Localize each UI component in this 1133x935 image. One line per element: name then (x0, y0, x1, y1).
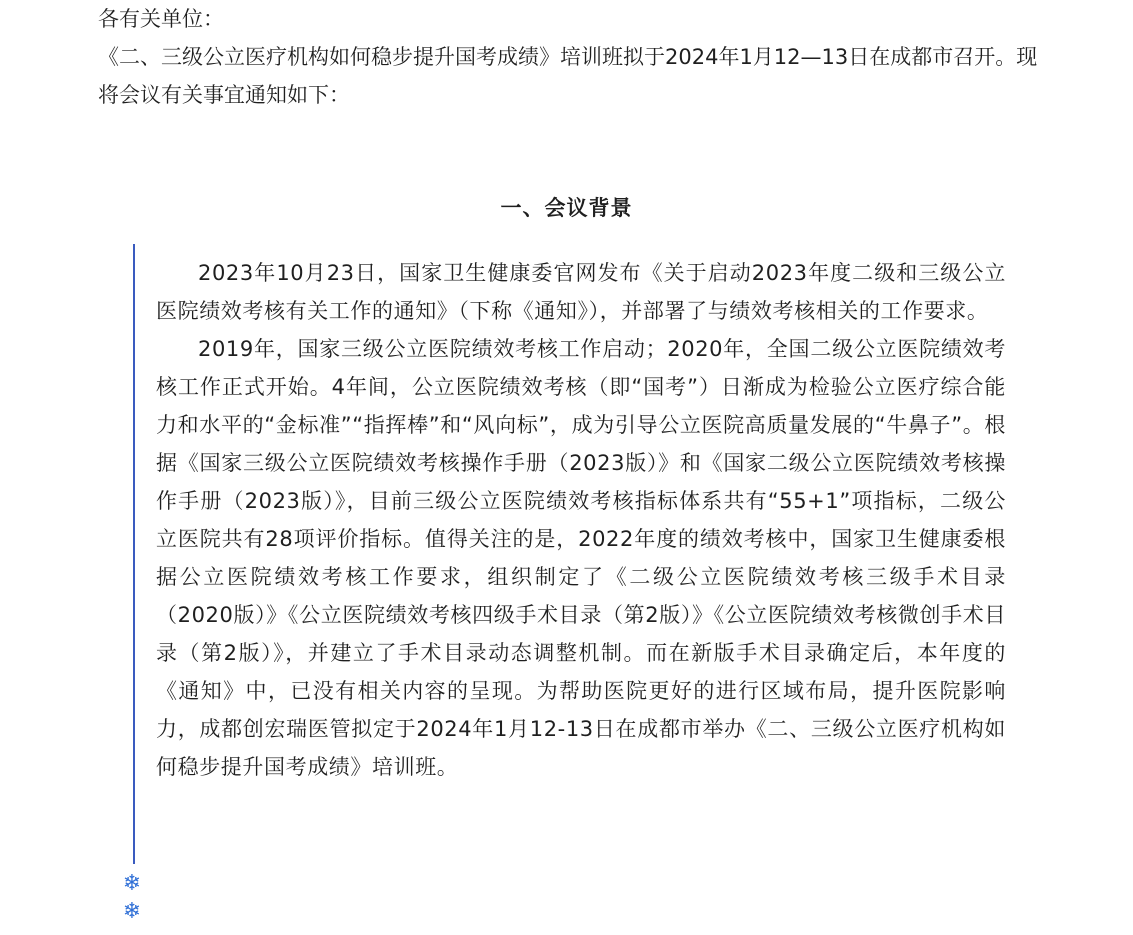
salutation: 各有关单位： (98, 7, 224, 31)
notice-intro (98, 0, 1048, 114)
snowflake-decoration (119, 870, 145, 926)
snowflake-icon: ❄ (122, 871, 142, 896)
paragraph-notice-release: 2023年10月23日，国家卫生健康委官网发布《关于启动2023年度二级和三级公立医院绩效考核有关工作的通知》（下称《通知》），并部署了与绩效考核相关的工作要求。 (156, 261, 1006, 323)
snowflake-icon: ❄ (122, 899, 142, 924)
announcement-text: 《二、三级公立医疗机构如何稳步提升国考成绩》培训班拟于2024年1月12—13日在成都市召开。现将会议有关事宜通知如下： (98, 45, 1038, 107)
quote-bar (133, 244, 135, 864)
section-body (156, 254, 1006, 786)
paragraph-background: 2019年，国家三级公立医院绩效考核工作启动；2020年，全国二级公立医院绩效考核工作正式开始。4年间，公立医院绩效考核（即“国考”）日渐成为检验公立医疗综合能力和水平的“金标准”“指挥棒”和“风向标”，成为引导公立医院高质量发展的“牛鼻子”。根据《国家三级公立医院绩效考核操作手册（2023版）》和《国家二级公立医院绩效考核操作手册（2023版）》，目前三级公立医院绩效考核指标体系共有“55+1”项指标，二级公立医院共有28项评价指标。值得关注的是，2022年度的绩效考核中，国家卫生健康委根据公立医院绩效考核工作要求，组织制定了《二级公立医院绩效考核三级手术目录（2020版）》《公立医院绩效考核四级手术目录（第2版）》《公立医院绩效考核微创手术目录（第2版）》，并建立了手术目录动态调整机制。而在新版手术目录确定后，本年度的《通知》中，已没有相关内容的呈现。为帮助医院更好的进行区域布局，提升医院影响力，成都创宏瑞医管拟定于2024年1月12-13日在成都市举办《二、三级公立医疗机构如何稳步提升国考成绩》培训班。 (156, 337, 1006, 779)
section-heading: 一、会议背景 (500, 196, 633, 220)
